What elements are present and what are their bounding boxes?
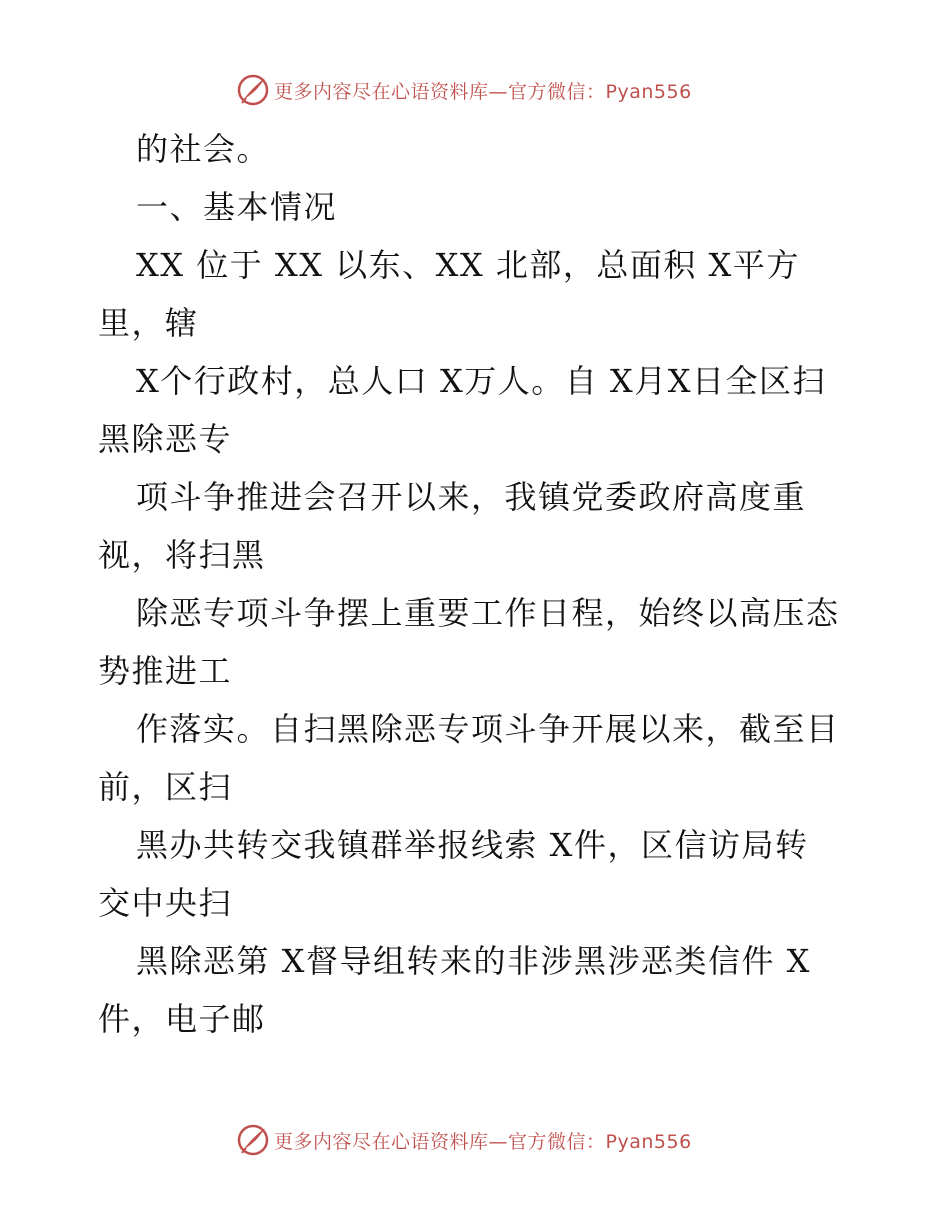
text-line: 项斗争推进会召开以来，我镇党委政府高度重 <box>136 478 807 516</box>
header-watermark <box>236 73 692 107</box>
text-line: 势推进工 <box>98 652 233 690</box>
text-line: 件，电子邮 <box>98 1000 266 1038</box>
text-line: 视，将扫黑 <box>98 536 266 574</box>
watermark-text: 更多内容尽在心语资料库—官方微信：Pyan556 <box>274 80 692 103</box>
text-line: XX 位于 XX 以东、XX 北部，总面积 X平方 <box>136 246 800 284</box>
text-line: 的社会。 <box>136 130 271 168</box>
text-line: 黑除恶第 X督导组转来的非涉黑涉恶类信件 X <box>136 942 811 980</box>
text-line: 里，辖 <box>98 304 199 342</box>
text-line: 作落实。自扫黑除恶专项斗争开展以来，截至目 <box>136 710 840 748</box>
text-line: 前，区扫 <box>98 768 233 806</box>
text-line: 黑除恶专 <box>98 420 233 458</box>
document-body <box>98 120 858 1048</box>
quill-logo-icon <box>236 1123 270 1157</box>
section-heading: 一、基本情况 <box>136 188 338 226</box>
text-line: 黑办共转交我镇群举报线索 X件，区信访局转 <box>136 826 809 864</box>
footer-watermark <box>236 1123 692 1157</box>
watermark-text: 更多内容尽在心语资料库—官方微信：Pyan556 <box>274 1130 692 1153</box>
text-line: 交中央扫 <box>98 884 233 922</box>
quill-logo-icon <box>236 73 270 107</box>
text-line: X个行政村，总人口 X万人。自 X月X日全区扫 <box>136 362 826 400</box>
text-line: 除恶专项斗争摆上重要工作日程，始终以高压态 <box>136 594 840 632</box>
